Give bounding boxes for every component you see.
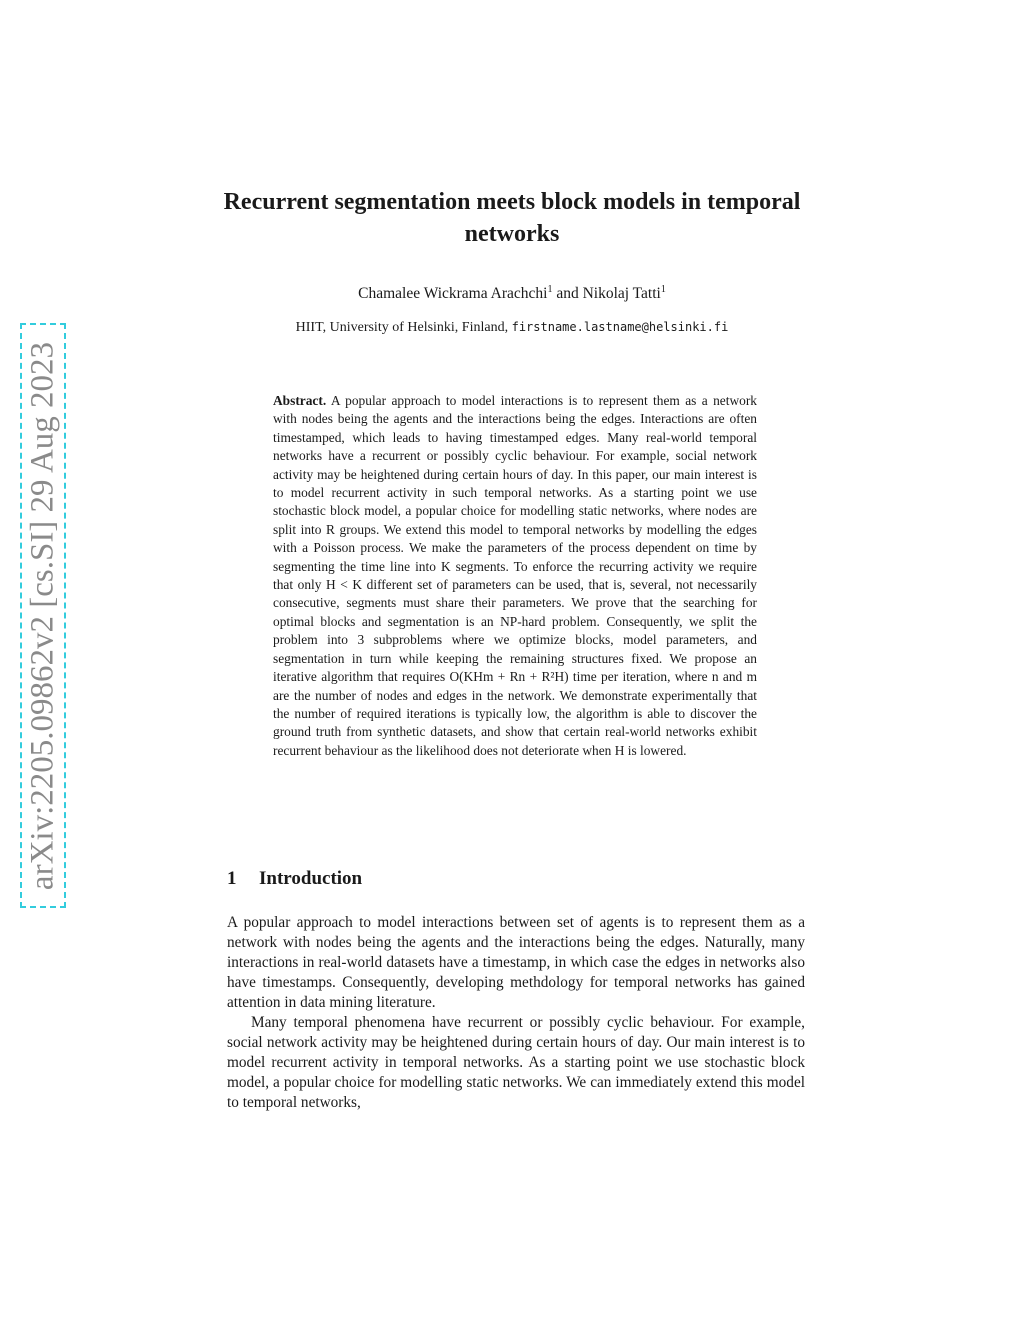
- author-name: Chamalee Wickrama Arachchi: [358, 285, 548, 303]
- affiliation-marker: 1: [547, 284, 553, 295]
- introduction-body: [227, 913, 805, 1113]
- paragraph: Many temporal phenomena have recurrent or possibly cyclic behaviour. For example, social network activity may be heightened during certain hours of day. Our main interest is to model recurrent activity in temporal networks. As a starting point we use stochastic block model, a popular choice for modelling static networks. We can immediately extend this model to temporal networks,: [227, 1014, 805, 1111]
- affiliation-text: HIIT, University of Helsinki, Finland,: [295, 320, 509, 335]
- author-name: Nikolaj Tatti: [582, 285, 661, 303]
- abstract-label: Abstract.: [273, 393, 327, 408]
- section-number: 1: [227, 868, 237, 889]
- section-heading-introduction: [227, 868, 807, 890]
- paper-title: Recurrent segmentation meets block models in temporal networks: [223, 189, 801, 247]
- email-address: firstname.lastname@helsinki.fi: [511, 320, 729, 334]
- section-title: Introduction: [259, 868, 363, 889]
- author-line: [210, 284, 814, 303]
- affiliation-line: [210, 320, 814, 336]
- paragraph: A popular approach to model interactions between set of agents is to represent them as a network with nodes being the agents and the interactions being the edges. Naturally, many interactions in real-world datasets have a timestamp, in which case the edges in networks also have timestamps. Consequently, developing methdology for temporal networks has gained attention in data mining literature.: [227, 914, 805, 1011]
- arxiv-identifier-stamp: [20, 323, 66, 908]
- affiliation-marker: 1: [660, 284, 666, 295]
- abstract-block: [273, 392, 757, 760]
- author-conjunction: and: [556, 285, 579, 303]
- abstract-text: A popular approach to model interactions is to represent them as a network with nodes being the agents and the interactions being the edges. Interactions are often timestamped, which leads to having timestamped edges. Many real-world temporal networks have a recurrent or possibly cyclic behaviour. For example, social network activity may be heightened during certain hours of day. In this paper, our main interest is to model recurrent activity in such temporal networks. As a starting point we use stochastic block model, a popular choice for modelling static networks, where nodes are split into R groups. We extend this model to temporal networks by modelling the edges with a Poisson process. We make the parameters of the process dependent on time by segmenting the time line into K segments. To enforce the recurring activity we require that only H < K different set of parameters can be used, that is, several, not necessarily consecutive, segments must share their parameters. We prove that the searching for optimal blocks and segmentation is an NP-hard problem. Consequently, we split the problem into 3 subproblems where we optimize blocks, model parameters, and segmentation in turn while keeping the remaining structures fixed. We propose an iterative algorithm that requires O(KHm + Rn + R²H) time per iteration, where n and m are the number of nodes and edges in the network. We demonstrate experimentally that the number of required iterations is typically low, the algorithm is able to discover the ground truth from synthetic datasets, and show that certain real-world networks exhibit recurrent behaviour as the likelihood does not deteriorate when H is lowered.: [273, 393, 757, 758]
- arxiv-identifier-text: arXiv:2205.09862v2 [cs.SI] 29 Aug 2023: [24, 341, 61, 890]
